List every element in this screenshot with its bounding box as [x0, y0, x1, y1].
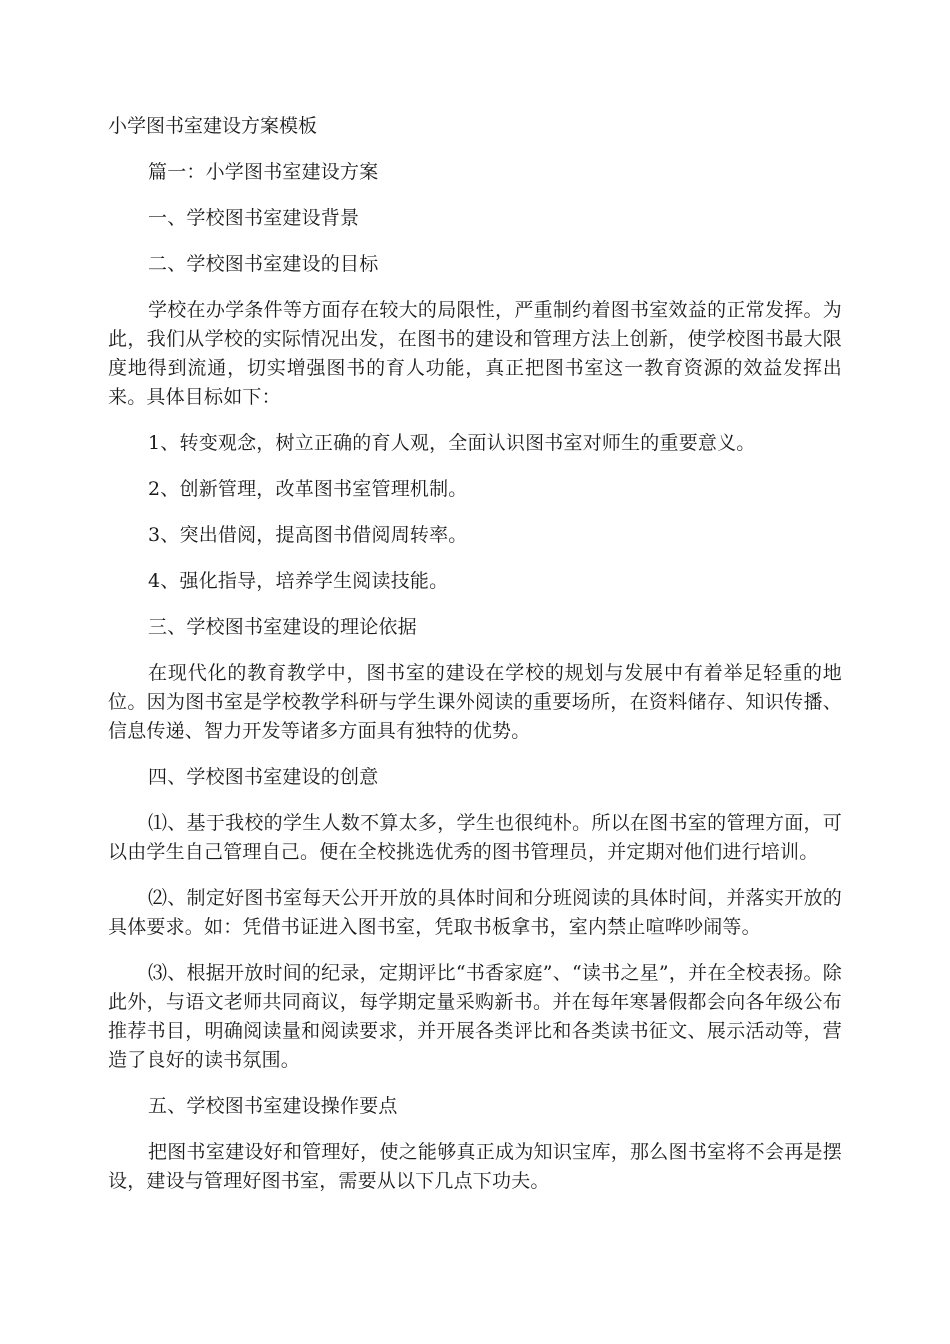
section-heading-key-points: 五、学校图书室建设操作要点 — [148, 1095, 398, 1117]
section-heading-goals: 二、学校图书室建设的目标 — [148, 253, 379, 275]
section-heading-ideas: 四、学校图书室建设的创意 — [148, 766, 379, 788]
goal-item-1: 1、转变观念，树立正确的育人观，全面认识图书室对师生的重要意义。 — [148, 432, 756, 454]
goal-item-2: 2、创新管理，改革图书室管理机制。 — [148, 478, 468, 500]
key-points-paragraph: 把图书室建设好和管理好，使之能够真正成为知识宝库，那么图书室将不会再是摆设，建设与管理好图书室，需要从以下几点下功夫。 — [108, 1141, 842, 1192]
section-heading-theory: 三、学校图书室建设的理论依据 — [148, 616, 417, 638]
section-heading-part-one: 篇一：小学图书室建设方案 — [148, 161, 379, 183]
goal-item-4: 4、强化指导，培养学生阅读技能。 — [148, 570, 449, 592]
theory-paragraph: 在现代化的教育教学中，图书室的建设在学校的规划与发展中有着举足轻重的地位。因为图书室是学校教学科研与学生课外阅读的重要场所，在资料储存、知识传播、信息传递、智力开发等诸多方面具有独特的优势。 — [108, 662, 842, 742]
section-heading-background: 一、学校图书室建设背景 — [148, 207, 360, 229]
idea-item-1: ⑴、基于我校的学生人数不算太多，学生也很纯朴。所以在图书室的管理方面，可以由学生自己管理自己。便在全校挑选优秀的图书管理员，并定期对他们进行培训。 — [108, 812, 842, 863]
document-body — [108, 112, 842, 1213]
idea-item-2: ⑵、制定好图书室每天公开开放的具体时间和分班阅读的具体时间，并落实开放的具体要求。如：凭借书证进入图书室，凭取书板拿书，室内禁止喧哗吵闹等。 — [108, 887, 842, 938]
idea-item-3: ⑶、根据开放时间的纪录，定期评比“书香家庭”、“读书之星”，并在全校表扬。除此外，与语文老师共同商议，每学期定量采购新书。并在每年寒暑假都会向各年级公布推荐书目，明确阅读量和阅读要求，并开展各类评比和各类读书征文、展示活动等，营造了良好的读书氛围。 — [108, 962, 842, 1071]
document-title: 小学图书室建设方案模板 — [108, 115, 318, 137]
goals-intro-paragraph: 学校在办学条件等方面存在较大的局限性，严重制约着图书室效益的正常发挥。为此，我们从学校的实际情况出发，在图书的建设和管理方法上创新，使学校图书最大限度地得到流通，切实增强图书的育人功能，真正把图书室这一教育资源的效益发挥出来。具体目标如下： — [108, 299, 842, 408]
goal-item-3: 3、突出借阅，提高图书借阅周转率。 — [148, 524, 468, 546]
